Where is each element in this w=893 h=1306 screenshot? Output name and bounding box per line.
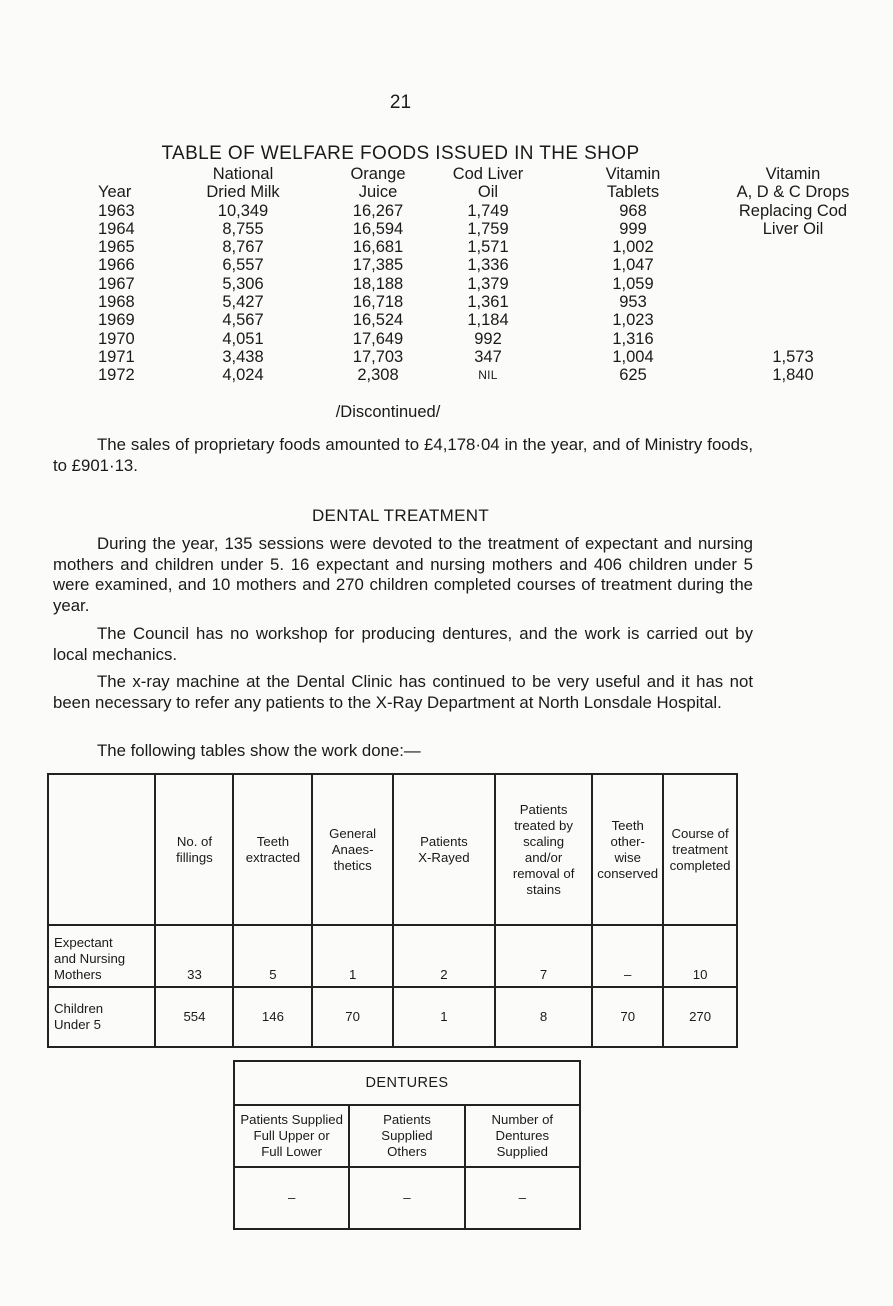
header-cell: Course of treatment completed [663,774,737,925]
dried-milk-column [178,165,308,385]
table-cell: 1,749 [467,201,509,220]
table-cell: 16,267 [352,201,404,220]
column-header: A, D & C Drops [736,183,850,202]
table-cell: 999 [619,219,647,238]
discontinued-note: /Discontinued/ [335,403,441,421]
table-cell: 5 [233,925,312,987]
table-cell: 1966 [98,256,135,275]
table-cell: 17,649 [352,329,404,348]
header-cell [48,774,155,925]
header-cell: General Anaes- thetics [312,774,392,925]
column-header: Cod Liver [452,165,524,183]
table-cell: 8 [495,987,592,1047]
table-cell: 3,438 [222,347,264,366]
welfare-table-title: TABLE OF WELFARE FOODS ISSUED IN THE SHOP [161,143,640,164]
cod-liver-oil-column [428,165,548,385]
table-cell: 1,336 [467,256,509,275]
dentures-table [233,1060,581,1230]
table-cell: 1,184 [467,311,509,330]
table-cell: 1970 [98,329,135,348]
table-cell: 5,306 [222,274,264,293]
table-cell: 70 [312,987,392,1047]
header-cell: Patients X-Rayed [393,774,495,925]
table-cell: 8,767 [222,238,264,257]
table-cell [693,275,893,293]
table-cell: 1,047 [612,256,654,275]
dental-paragraph: During the year, 135 sessions were devoted to the treatment of expectant and nursing mothers and children under 5. 16 expectant and nursing mothers and 406 children under 5 were examined, and 10 mothers and 270 children completed courses of treatment during the year. [53,534,753,615]
table-cell: 33 [155,925,233,987]
sales-paragraph: The sales of proprietary foods amounted to £4,178·04 in the year, and of Ministry foods, to £901·13. [53,435,753,475]
table-cell: 8,755 [222,219,264,238]
dentures-title: DENTURES [234,1061,580,1105]
table-cell: 1,059 [612,274,654,293]
treatment-table [47,773,738,1048]
table-cell: 1,023 [612,311,654,330]
table-cell: 1 [312,925,392,987]
table-cell: 1968 [98,293,135,312]
table-row [234,1167,580,1229]
table-cell: 16,524 [352,311,404,330]
table-cell: 4,024 [222,366,264,385]
table-cell: 1971 [98,347,135,366]
column-header [98,165,148,183]
table-cell: 2,308 [357,366,399,385]
table-cell: – [349,1167,464,1229]
table-cell: 1,571 [467,238,509,257]
table-cell: 146 [233,987,312,1047]
table-cell: 1,840 [772,366,814,385]
table-cell: 1969 [98,311,135,330]
table-cell: 2 [393,925,495,987]
table-cell: 1963 [98,201,135,220]
column-header: Juice [358,183,398,202]
dental-heading: DENTAL TREATMENT [311,506,490,525]
column-header: Vitamin [765,165,821,183]
table-cell: – [234,1167,349,1229]
table-cell: 625 [619,366,647,385]
table-cell: 10 [663,925,737,987]
table-cell: 5,427 [222,293,264,312]
table-cell: 1967 [98,274,135,293]
table-cell: 16,718 [352,293,404,312]
table-cell: 1,004 [612,347,654,366]
column-header: National [212,165,274,183]
table-cell: 70 [592,987,663,1047]
column-header: Oil [477,183,499,202]
column-header: Year [98,183,132,202]
table-cell: 1,379 [467,274,509,293]
table-cell: 1972 [98,366,135,385]
table-cell [693,330,893,348]
header-cell: Patients treated by scaling and/or removal of stains [495,774,592,925]
column-header: Vitamin [605,165,661,183]
page-number: 21 [389,92,412,113]
header-cell: Patients Supplied Others [349,1105,464,1167]
dental-paragraph: The Council has no workshop for producing dentures, and the work is carried out by local mechanics. [53,624,753,664]
table-cell [693,256,893,274]
table-cell: 992 [474,329,502,348]
table-cell: 1,759 [467,219,509,238]
table-cell: Liver Oil [762,219,824,238]
table-cell: 1964 [98,219,135,238]
column-header: Tablets [606,183,660,202]
header-cell: No. of fillings [155,774,233,925]
table-cell: 18,188 [352,274,404,293]
table-cell: 6,557 [222,256,264,275]
table-cell [693,238,893,256]
table-cell: NIL [478,368,498,383]
table-cell: 1,002 [612,238,654,257]
table-cell: 1,361 [467,293,509,312]
dental-paragraph: The following tables show the work done:— [97,741,421,760]
table-cell: Replacing Cod [738,201,848,220]
table-cell: 554 [155,987,233,1047]
row-label: Expectant and Nursing Mothers [48,925,155,987]
table-cell: 16,681 [352,238,404,257]
table-cell: 953 [619,293,647,312]
table-cell: 7 [495,925,592,987]
year-column [98,165,148,385]
table-cell: – [592,925,663,987]
header-cell: Patients Supplied Full Upper or Full Lower [234,1105,349,1167]
vitamin-tablets-column [578,165,688,385]
table-cell [693,293,893,311]
column-header: Dried Milk [206,183,280,202]
table-cell: 1 [393,987,495,1047]
table-cell: 347 [474,347,502,366]
table-cell: 4,567 [222,311,264,330]
vitamin-drops-column [693,165,893,385]
orange-juice-column [323,165,433,385]
table-cell: 17,703 [352,347,404,366]
table-row [48,925,737,987]
table-cell: 1965 [98,238,135,257]
table-cell: 1,316 [612,329,654,348]
header-cell: Teeth extracted [233,774,312,925]
table-cell [693,311,893,329]
header-cell: Teeth other- wise conserved [592,774,663,925]
table-cell: 10,349 [217,201,269,220]
table-cell: 270 [663,987,737,1047]
table-cell: – [465,1167,580,1229]
row-label: Children Under 5 [48,987,155,1047]
table-row [48,987,737,1047]
column-header: Orange [350,165,406,183]
table-cell: 17,385 [352,256,404,275]
table-cell: 1,573 [772,347,814,366]
table-cell: 968 [619,201,647,220]
table-cell: 16,594 [352,219,404,238]
header-cell: Number of Dentures Supplied [465,1105,580,1167]
table-cell: 4,051 [222,329,264,348]
dental-paragraph: The x-ray machine at the Dental Clinic has continued to be very useful and it has not been necessary to refer any patients to the X-Ray Department at North Lonsdale Hospital. [53,672,753,712]
